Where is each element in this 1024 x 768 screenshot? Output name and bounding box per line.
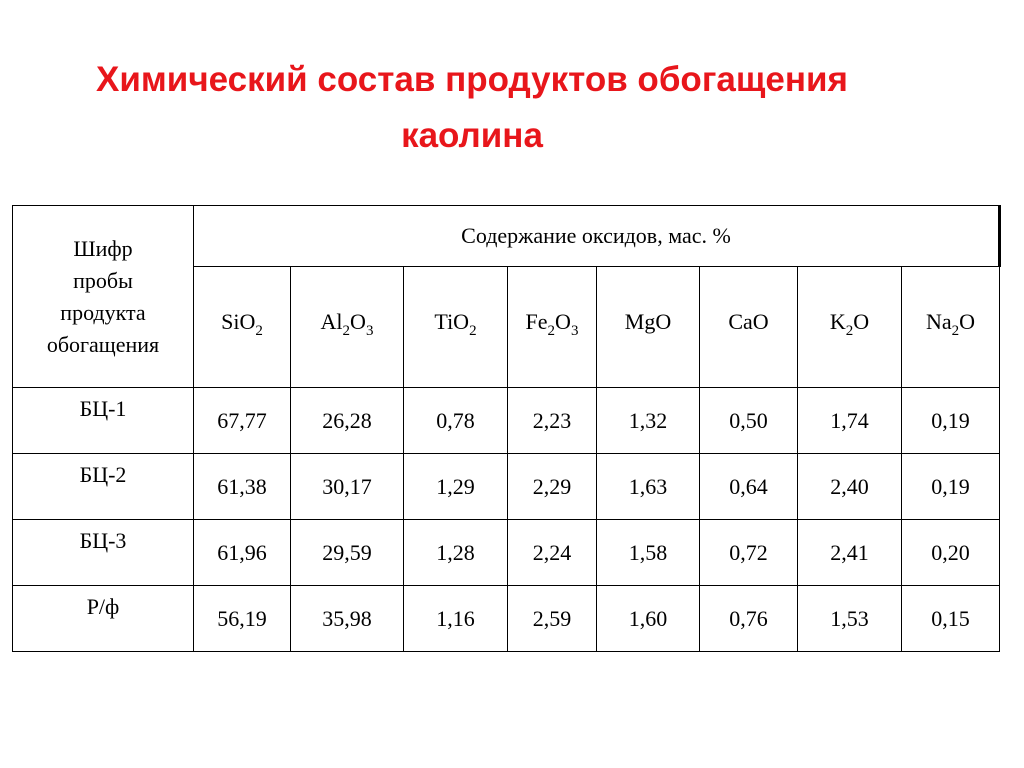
oxide-formula: TiO$_2$ <box>434 309 477 339</box>
sample-code-cell: БЦ-1 <box>13 388 194 454</box>
oxide-value-cell: 1,32 <box>597 388 700 454</box>
oxide-subscript: 2 <box>951 323 960 339</box>
table-row <box>13 520 1000 586</box>
oxide-value-cell: 2,29 <box>508 454 597 520</box>
oxide-content-header: Содержание оксидов, мас. % <box>194 206 1000 267</box>
oxide-value-cell: 0,72 <box>700 520 798 586</box>
sample-code-cell: Р/ф <box>13 586 194 652</box>
sample-code-header-line-4: обогащения <box>46 331 160 357</box>
oxide-value-cell: 2,23 <box>508 388 597 454</box>
oxide-value-cell: 61,38 <box>194 454 291 520</box>
oxide-formula: $Na_2O$ <box>925 309 976 339</box>
oxide-header-7 <box>902 267 1000 388</box>
oxide-value-cell: 2,41 <box>798 520 902 586</box>
oxide-value-cell: 1,74 <box>798 388 902 454</box>
oxide-value-cell: 0,78 <box>404 388 508 454</box>
oxide-value-cell: 1,60 <box>597 586 700 652</box>
oxide-value-cell: 2,59 <box>508 586 597 652</box>
table-row <box>13 388 1000 454</box>
oxide-value-cell: 0,19 <box>902 454 1000 520</box>
oxide-formula: MgO <box>624 309 672 334</box>
oxide-subscript: 2 <box>469 323 477 339</box>
oxide-formula: $K_2O$ <box>829 309 870 339</box>
oxide-subscript: 2 <box>845 323 854 339</box>
oxide-value-cell: 2,40 <box>798 454 902 520</box>
oxide-value-cell: 1,28 <box>404 520 508 586</box>
oxide-value-cell: 2,24 <box>508 520 597 586</box>
table-row <box>13 586 1000 652</box>
oxide-header-6 <box>798 267 902 388</box>
oxide-value-cell: 0,50 <box>700 388 798 454</box>
oxide-value-cell: 30,17 <box>291 454 404 520</box>
oxide-subscript: 3 <box>570 323 579 339</box>
oxide-value-cell: 61,96 <box>194 520 291 586</box>
slide-title-line-2: каолина <box>401 116 543 155</box>
oxide-formula: CaO <box>728 309 769 334</box>
oxide-header-4 <box>597 267 700 388</box>
slide-title-line-1: Химический состав продуктов обогащения <box>96 60 848 99</box>
sample-code-header-line-2: пробы <box>73 267 133 293</box>
oxide-header-0 <box>194 267 291 388</box>
oxide-subscript: 3 <box>365 323 374 339</box>
oxide-value-cell: 35,98 <box>291 586 404 652</box>
oxide-header-3 <box>508 267 597 388</box>
oxide-value-cell: 1,58 <box>597 520 700 586</box>
oxide-subscript: 2 <box>255 323 263 339</box>
oxide-subscript: 2 <box>342 323 351 339</box>
oxide-header-5 <box>700 267 798 388</box>
oxide-value-cell: 0,19 <box>902 388 1000 454</box>
oxide-formula: $Fe_2O_3$ <box>525 309 579 339</box>
table-row <box>13 454 1000 520</box>
oxide-value-cell: 0,15 <box>902 586 1000 652</box>
oxide-value-cell: 29,59 <box>291 520 404 586</box>
oxide-value-cell: 1,53 <box>798 586 902 652</box>
table-body <box>13 388 1000 652</box>
oxide-subscript: 2 <box>547 323 556 339</box>
oxide-value-cell: 26,28 <box>291 388 404 454</box>
oxide-value-cell: 1,63 <box>597 454 700 520</box>
sample-code-header-line-3: продукта <box>60 299 146 325</box>
oxide-value-cell: 67,77 <box>194 388 291 454</box>
oxide-formula: $Al_2O_3$ <box>320 309 374 339</box>
oxide-header-2 <box>404 267 508 388</box>
oxide-composition-table <box>12 205 1001 652</box>
oxide-header-1 <box>291 267 404 388</box>
slide-title <box>0 52 944 164</box>
oxide-value-cell: 1,16 <box>404 586 508 652</box>
oxide-value-cell: 0,20 <box>902 520 1000 586</box>
oxide-value-cell: 1,29 <box>404 454 508 520</box>
sample-code-header-line-1: Шифр <box>73 235 133 261</box>
oxide-value-cell: 56,19 <box>194 586 291 652</box>
sample-code-cell: БЦ-3 <box>13 520 194 586</box>
oxide-formula: SiO$_2$ <box>221 309 263 339</box>
oxide-value-cell: 0,76 <box>700 586 798 652</box>
oxide-value-cell: 0,64 <box>700 454 798 520</box>
sample-code-header <box>13 206 194 388</box>
sample-code-cell: БЦ-2 <box>13 454 194 520</box>
header-row-group <box>13 206 1000 267</box>
